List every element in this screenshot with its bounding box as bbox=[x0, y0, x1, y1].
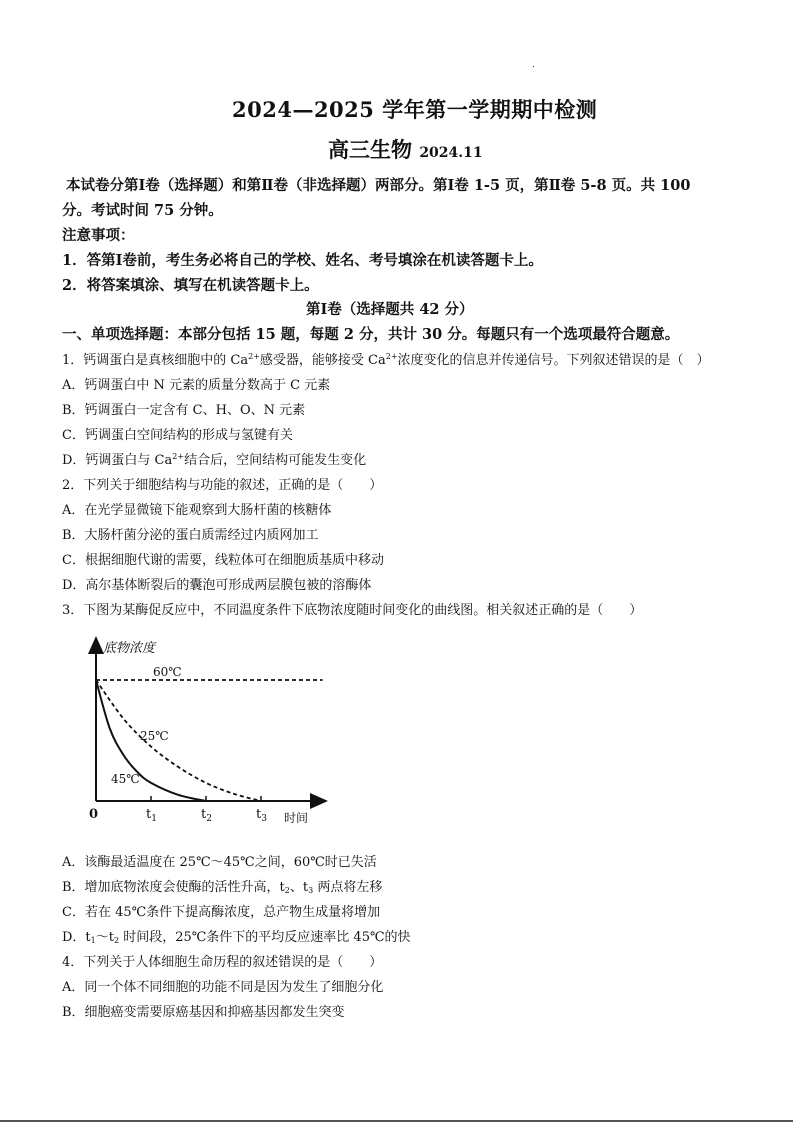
section-heading: 一、单项选择题：本部分包括 15 题，每题 2 分，共计 30 分。每题只有一个选项最符合题意。 bbox=[62, 326, 680, 343]
q3-b-part: 两点将左移 bbox=[313, 880, 383, 895]
x-tick-label: $t_3$ bbox=[256, 807, 267, 824]
q1-option-c: C．钙调蛋白空间结构的形成与氢键有关 bbox=[62, 428, 293, 443]
intro-line-2: 分。考试时间 75 分钟。 bbox=[62, 202, 223, 219]
exam-title: 2024—2025 学年第一学期期中检测 bbox=[232, 97, 598, 122]
q3-b-part: B．增加底物浓度会使酶的活性升高，t bbox=[62, 880, 285, 895]
exam-date: 2024.11 bbox=[419, 145, 483, 161]
q1-option-b: B．钙调蛋白一定含有 C、H、O、N 元素 bbox=[62, 403, 306, 418]
x-tick-label: $t_2$ bbox=[201, 807, 212, 824]
q3-b-part: 、t bbox=[289, 880, 309, 895]
q1-d-part: 结合后，空间结构可能发生变化 bbox=[184, 453, 367, 468]
substrate-concentration-chart bbox=[70, 630, 340, 835]
q1-stem-part: 感受器，能够接受 Ca bbox=[259, 353, 386, 368]
notes-title: 注意事项： bbox=[62, 227, 135, 244]
stray-dot bbox=[533, 66, 534, 67]
question-2-stem: 2．下列关于细胞结构与功能的叙述，正确的是（ ） bbox=[62, 478, 383, 493]
q1-stem-part: 1．钙调蛋白是真核细胞中的 Ca bbox=[62, 353, 249, 368]
question-1-stem bbox=[62, 349, 710, 368]
q3-d-subscript: 1 bbox=[90, 936, 96, 945]
q3-option-a: A．该酶最适温度在 25℃～45℃之间，60℃时已失活 bbox=[62, 855, 377, 870]
question-4-stem: 4．下列关于人体细胞生命历程的叙述错误的是（ ） bbox=[62, 955, 383, 970]
q3-option-b bbox=[62, 876, 382, 895]
question-3-stem: 3．下图为某酶促反应中，不同温度条件下底物浓度随时间变化的曲线图。相关叙述正确的是（ ） bbox=[62, 603, 643, 618]
q1-superscript: 2+ bbox=[385, 352, 398, 361]
q3-d-subscript: 2 bbox=[113, 936, 120, 945]
q1-d-superscript: 2+ bbox=[172, 452, 185, 461]
q3-d-part: ～t bbox=[95, 930, 114, 945]
q1-option-d bbox=[62, 449, 366, 468]
q3-d-part: 时间段，25℃条件下的平均反应速率比 45℃的快 bbox=[119, 930, 411, 945]
q2-option-c: C．根据细胞代谢的需要，线粒体可在细胞质基质中移动 bbox=[62, 553, 384, 568]
series-label-60c: 60℃ bbox=[153, 665, 182, 679]
q3-b-subscript: 3 bbox=[308, 886, 314, 895]
q1-d-part: D．钙调蛋白与 Ca bbox=[62, 453, 173, 468]
note-item: 1．答第Ⅰ卷前，考生务必将自己的学校、姓名、考号填涂在机读答题卡上。 bbox=[62, 252, 543, 269]
x-tick-label: $t_1$ bbox=[146, 807, 157, 824]
exam-subject-line bbox=[328, 134, 483, 164]
q2-option-b: B．大肠杆菌分泌的蛋白质需经过内质网加工 bbox=[62, 528, 319, 543]
q1-superscript: 2+ bbox=[248, 352, 260, 361]
q2-option-a: A．在光学显微镜下能观察到大肠杆菌的核糖体 bbox=[62, 503, 332, 518]
intro-line-1: 本试卷分第Ⅰ卷（选择题）和第Ⅱ卷（非选择题）两部分。第Ⅰ卷 1-5 页，第Ⅱ卷 5-8 页。共 100 bbox=[66, 177, 691, 194]
q3-option-c: C．若在 45℃条件下提高酶浓度，总产物生成量将增加 bbox=[62, 905, 381, 920]
origin-label: 0 bbox=[89, 807, 99, 822]
y-axis-label: 底物浓度 bbox=[103, 641, 156, 656]
x-axis-label: 时间 bbox=[284, 811, 309, 825]
q3-b-subscript: 2 bbox=[284, 886, 290, 895]
exam-subject: 高三生物 bbox=[328, 137, 412, 162]
q3-d-part: D．t bbox=[62, 930, 91, 945]
q1-option-a: A．钙调蛋白中 N 元素的质量分数高于 C 元素 bbox=[62, 378, 331, 393]
part-title: 第Ⅰ卷（选择题共 42 分） bbox=[306, 301, 474, 318]
series-label-25c: 25℃ bbox=[140, 729, 169, 743]
q4-option-a: A．同一个体不同细胞的功能不同是因为发生了细胞分化 bbox=[62, 980, 384, 995]
series-label-45c: 45℃ bbox=[111, 772, 140, 786]
q3-option-d bbox=[62, 926, 411, 945]
q2-option-d: D．高尔基体断裂后的囊泡可形成两层膜包被的溶酶体 bbox=[62, 578, 372, 593]
note-item: 2．将答案填涂、填写在机读答题卡上。 bbox=[62, 277, 319, 294]
q1-stem-part: 浓度变化的信息并传递信号。下列叙述错误的是（ ） bbox=[397, 353, 710, 368]
q4-option-b: B．细胞癌变需要原癌基因和抑癌基因都发生突变 bbox=[62, 1005, 345, 1020]
